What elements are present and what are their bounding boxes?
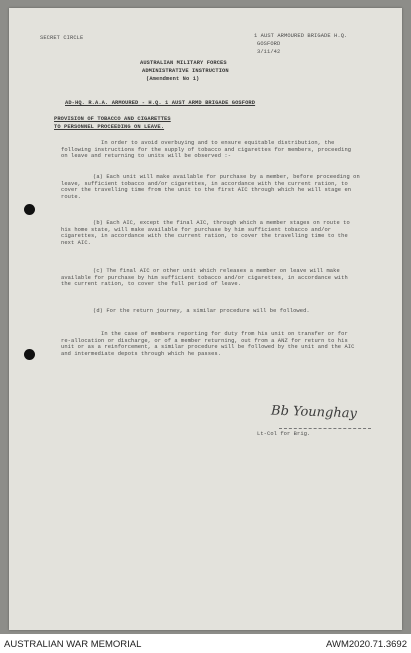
document-subheading: ADMINISTRATIVE INSTRUCTION: [142, 68, 229, 74]
punch-hole-top: [24, 204, 35, 215]
paragraph-a: (a) Each unit will make available for purchase by a member, before proceeding on leave, sufficient tobacco and/or cigarettes, in accordance with the current ration, to cover the travelling time from the unit to the first AIC through which he will stage en route.: [61, 174, 360, 200]
subject-line-2: TO PERSONNEL PROCEEDING ON LEAVE.: [54, 124, 165, 130]
signatory-title: Lt-Col for Brig.: [257, 431, 311, 437]
paragraph-d: (d) For the return journey, a similar procedure will be followed.: [93, 308, 310, 314]
archive-name: AUSTRALIAN WAR MEMORIAL: [4, 639, 142, 650]
paragraph-b: (b) Each AIC, except the final AIC, through which a member stages on route to his home state, will make available for purchase by him sufficient tobacco and/or cigarettes, in accordance with the current ration, to cover the travelling time to the next AIC.: [61, 220, 350, 246]
amendment-label: (Amendment No 1): [146, 76, 200, 82]
handwritten-signature: Bb Younghay: [270, 403, 358, 422]
intro-paragraph: In order to avoid overbuying and to ensure equitable distribution, the following instructions for the supply of tobacco and cigarettes for members, proceeding on leave and returning to units will be observed :-: [61, 140, 352, 160]
document-heading: AUSTRALIAN MILITARY FORCES: [140, 60, 227, 66]
accession-number: AWM2020.71.3692: [326, 639, 407, 650]
document-date: 3/11/42: [257, 49, 281, 55]
punch-hole-bottom: [24, 349, 35, 360]
subject-line-1: PROVISION OF TOBACCO AND CIGARETTES: [54, 116, 171, 122]
closing-paragraph: In the case of members reporting for duty from his unit on transfer or for re-allocation or discharge, or of a member returning, out from a ANZ for return to his unit or as a reinforcement, a similar procedure will be followed by the unit and the AIC and intermediate depots through which he passes.: [61, 331, 355, 357]
unit-address-line-2: GOSFORD: [257, 41, 281, 47]
paragraph-c: (c) The final AIC or other unit which releases a member on leave will make available for purchase by him sufficient tobacco and/or cigarettes, in accordance with the current ration, to cover the full period of leave.: [61, 268, 348, 288]
document-page: [9, 8, 402, 630]
unit-address-line-1: 1 AUST ARMOURED BRIGADE H.Q.: [254, 33, 348, 39]
signature-line: [279, 428, 371, 429]
issued-to-line: AD-HQ. R.A.A. ARMOURED - H.Q. 1 AUST ARMD BRIGADE GOSFORD: [65, 100, 256, 106]
archive-footer: [0, 634, 411, 653]
reference-stamp: SECRET CIRCLE: [40, 35, 84, 41]
